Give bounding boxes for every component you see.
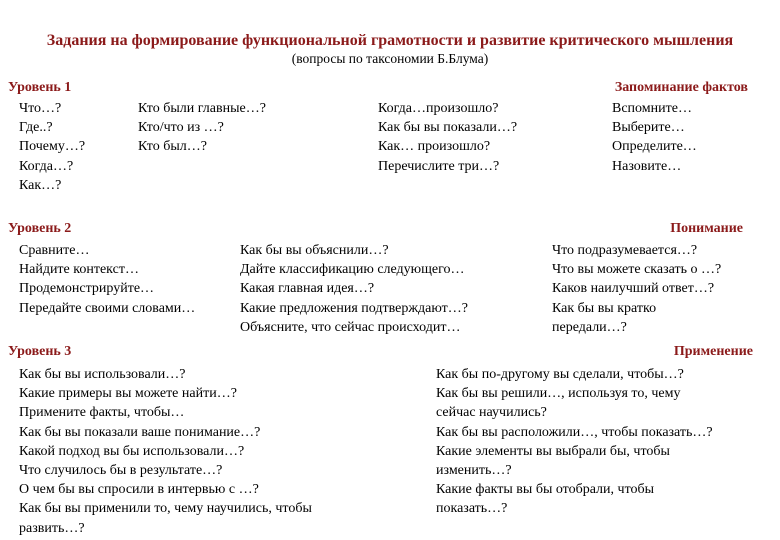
question-item: Как бы вы расположили…, чтобы показать…?: [436, 424, 713, 440]
question-item: Что случилось бы в результате…?: [19, 463, 223, 479]
question-item: Какие предложения подтверждают…?: [240, 300, 468, 316]
page-subtitle: (вопросы по таксономии Б.Блума): [291, 51, 489, 66]
question-item: Какой подход вы бы использовали…?: [19, 443, 245, 459]
question-item: Как…?: [19, 177, 62, 193]
question-item: Как бы вы показали…?: [378, 120, 518, 136]
question-item: Что подразумевается…?: [552, 243, 698, 258]
question-item: Когда…произошло?: [378, 101, 499, 116]
question-item: показать…?: [436, 501, 508, 517]
question-item: Перечислите три…?: [378, 158, 500, 174]
level-1-column-2: [138, 99, 266, 157]
question-item: Как бы по-другому вы сделали, чтобы…?: [436, 367, 684, 382]
question-item: Кто был…?: [138, 139, 207, 155]
question-item: Как бы вы решили…, используя то, чему: [436, 386, 681, 402]
level-2-label: Уровень 2: [8, 221, 72, 236]
question-item: сейчас научились?: [436, 405, 547, 421]
level-3-category: Применение: [673, 344, 753, 359]
question-item: Что вы можете сказать о …?: [552, 262, 722, 278]
question-item: Как бы вы применили то, чему научились, чтобы: [19, 501, 312, 517]
question-item: Когда…?: [19, 158, 74, 174]
question-item: Почему…?: [19, 139, 86, 155]
question-item: изменить…?: [436, 463, 512, 479]
question-item: Какие элементы вы выбрали бы, чтобы: [436, 443, 670, 459]
level-1-column-3: [378, 99, 517, 176]
question-item: Как бы вы показали ваше понимание…?: [19, 424, 261, 440]
page-title: Задания на формирование функциональной грамотности и развитие критического мышления: [46, 32, 734, 49]
question-item: Кто были главные…?: [138, 101, 266, 116]
question-item: Как… произошло?: [378, 139, 491, 155]
question-item: Найдите контекст…: [19, 262, 139, 278]
level-3-column-2: [436, 365, 713, 519]
question-item: Объясните, что сейчас происходит…: [240, 319, 461, 335]
question-item: развить…?: [19, 520, 85, 536]
question-item: Выберите…: [612, 120, 685, 136]
question-item: Продемонстрируйте…: [19, 281, 155, 297]
question-item: Каков наилучший ответ…?: [552, 281, 715, 297]
level-1-category: Запоминание фактов: [614, 80, 748, 95]
question-item: Где..?: [19, 120, 53, 136]
question-item: Вспомните…: [612, 101, 692, 116]
level-2-category: Понимание: [670, 221, 743, 236]
question-item: Как бы вы использовали…?: [19, 367, 186, 382]
level-1-column-1: [19, 99, 85, 195]
question-item: Как бы вы кратко: [552, 300, 657, 316]
question-item: Определите…: [612, 139, 697, 155]
level-2-column-2: [240, 241, 468, 337]
question-item: Как бы вы объяснили…?: [240, 243, 389, 258]
question-item: передали…?: [552, 319, 627, 335]
question-item: Примените факты, чтобы…: [19, 405, 185, 421]
question-item: Какие примеры вы можете найти…?: [19, 386, 237, 402]
question-item: Какая главная идея…?: [240, 281, 375, 297]
question-item: Кто/что из …?: [138, 120, 224, 136]
level-3-label: Уровень 3: [8, 344, 72, 359]
level-2-column-3: [552, 241, 721, 337]
level-3-column-1: [19, 365, 312, 538]
question-item: Сравните…: [19, 243, 90, 258]
level-2-column-1: [19, 241, 195, 318]
level-1-label: Уровень 1: [8, 80, 72, 95]
question-item: Какие факты вы бы отобрали, чтобы: [436, 482, 655, 498]
question-item: Передайте своими словами…: [19, 300, 196, 316]
question-item: Назовите…: [612, 158, 682, 174]
question-item: Дайте классификацию следующего…: [240, 262, 465, 278]
question-item: О чем бы вы спросили в интервью с …?: [19, 482, 259, 498]
question-item: Что…?: [19, 101, 62, 116]
level-1-column-4: [612, 99, 697, 176]
